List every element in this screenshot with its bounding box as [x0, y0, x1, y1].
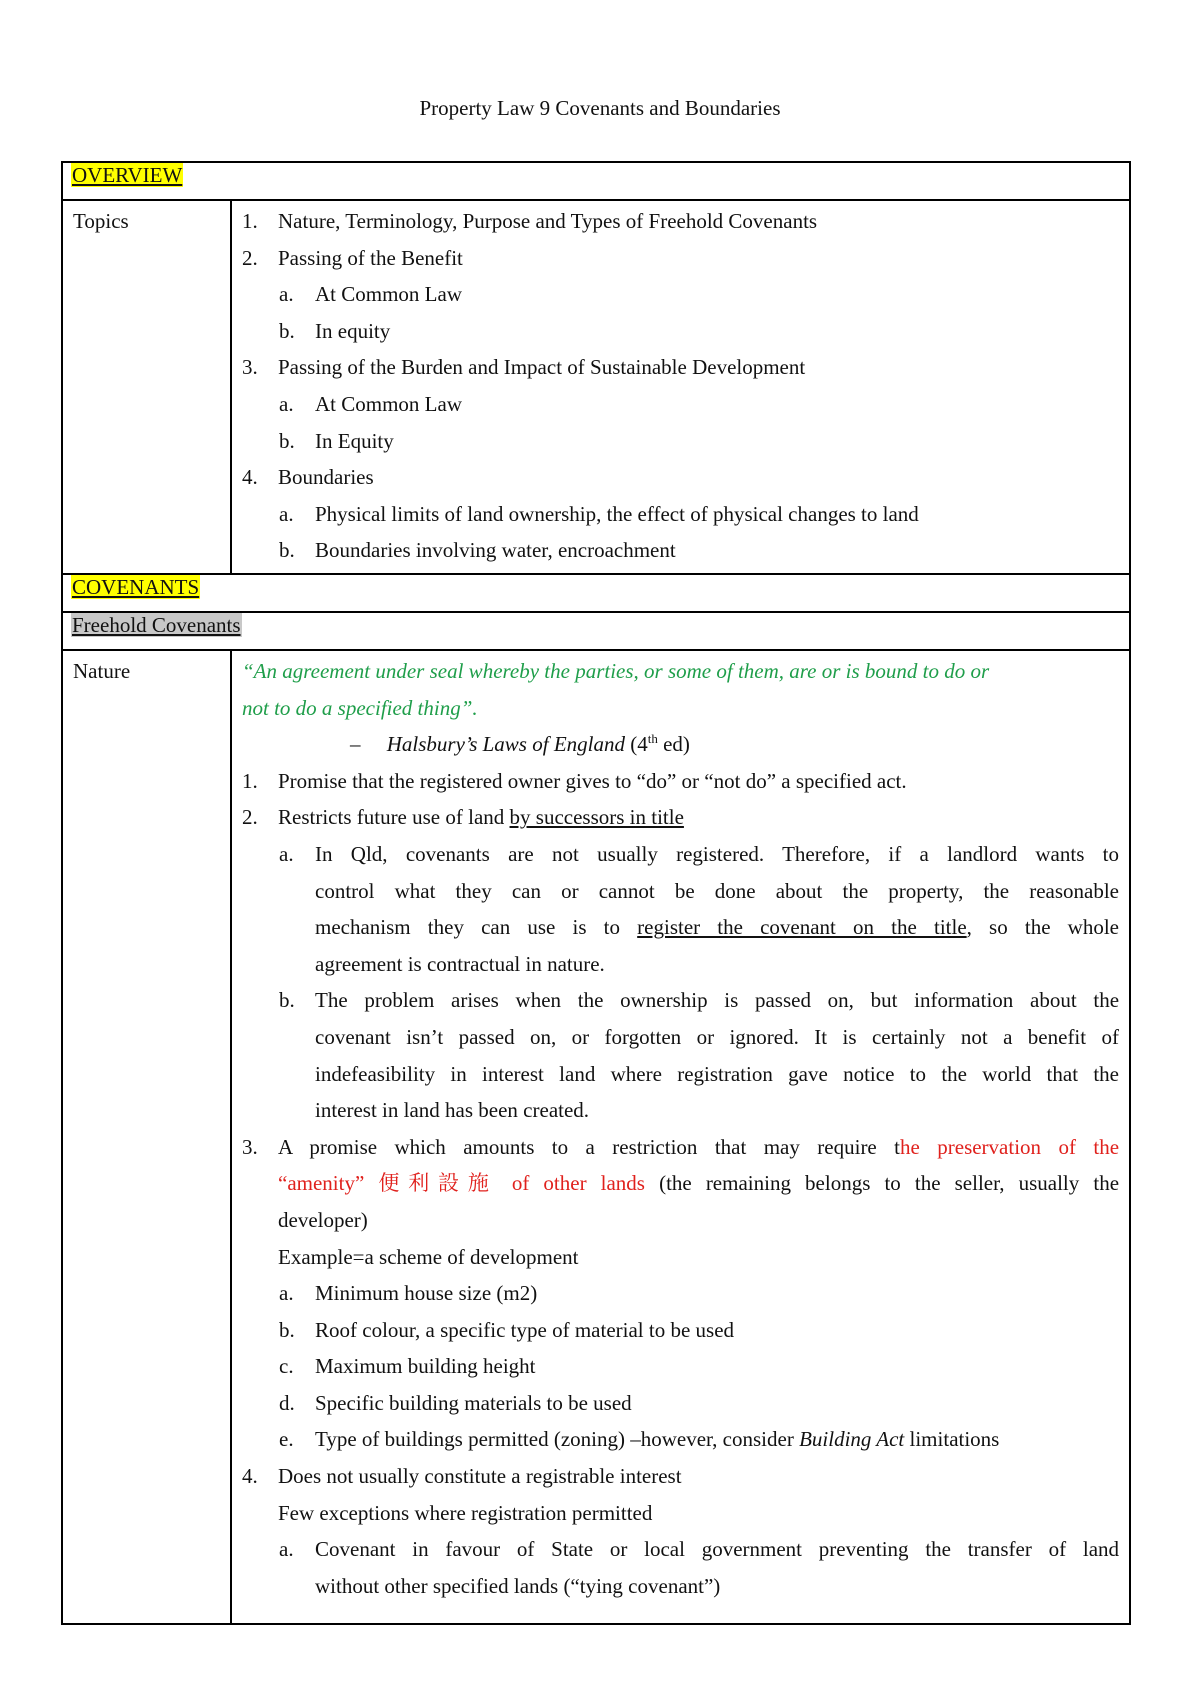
page-title: Property Law 9 Covenants and Boundaries: [419, 96, 781, 120]
list-item: 3. Passing of the Burden and Impact of Sustainable Development: [242, 355, 806, 380]
list-item-cont: without other specified lands (“tying covenant”): [315, 1573, 721, 1598]
list-item: 1. Promise that the registered owner gives to “do” or “not do” a specified act.: [242, 768, 907, 793]
list-item-cont: developer): [278, 1207, 368, 1232]
definition-quote-cont: not to do a specified thing”.: [242, 695, 478, 720]
list-item: a. In Qld, covenants are not usually registered. Therefore, if a landlord wants to: [279, 841, 1120, 866]
list-item: e. Type of buildings permitted (zoning) –however, consider Building Act limitations: [279, 1427, 1000, 1452]
list-item: b. The problem arises when the ownership is passed on, but information about the: [279, 988, 1120, 1013]
list-item-cont: mechanism they can use is to register the covenant on the title, so the whole: [315, 915, 1119, 940]
list-item-cont: control what they can or cannot be done about the property, the reasonable: [315, 878, 1120, 903]
list-item: 2. Restricts future use of land by successors in title: [242, 805, 684, 830]
covenants-heading: COVENANTS: [72, 575, 200, 599]
overview-header-row: [62, 162, 1130, 200]
list-item-cont: indefeasibility in interest land where registration gave notice to the world that the: [315, 1061, 1120, 1086]
list-item-cont: “amenity” 便利設施 of other lands (the remaining belongs to the seller, usually the: [278, 1171, 1120, 1196]
list-item-cont: agreement is contractual in nature.: [315, 951, 605, 976]
list-item: 2. Passing of the Benefit: [242, 245, 463, 270]
definition-quote: “An agreement under seal whereby the parties, or some of them, are or is bound to do or: [242, 659, 990, 683]
list-item-cont: interest in land has been created.: [315, 1098, 590, 1123]
list-item: a. At Common Law: [279, 282, 462, 307]
list-item: c. Maximum building height: [279, 1354, 536, 1379]
list-item: b. In Equity: [279, 428, 394, 453]
notes-table: [61, 161, 1131, 1625]
covenants-header-row: [62, 574, 1130, 612]
overview-heading: OVERVIEW: [72, 163, 183, 187]
citation: – Halsbury’s Laws of England (4th ed): [350, 731, 690, 757]
list-item: b. Boundaries involving water, encroachment: [279, 538, 676, 563]
freehold-subheading: Freehold Covenants: [72, 613, 241, 637]
topics-cell: [231, 200, 1130, 574]
list-item: 4. Does not usually constitute a registrable interest: [242, 1464, 682, 1489]
list-item: b. Roof colour, a specific type of material to be used: [279, 1317, 735, 1342]
list-item-cont: Few exceptions where registration permitted: [278, 1500, 653, 1525]
list-item: 4. Boundaries: [242, 465, 374, 490]
list-item: 3. A promise which amounts to a restriction that may require the preservation of the: [242, 1134, 1120, 1159]
list-item: a. Minimum house size (m2): [279, 1281, 538, 1306]
nature-cell: [231, 650, 1130, 1624]
example-line: Example=a scheme of development: [278, 1244, 579, 1269]
list-item: a. Physical limits of land ownership, the effect of physical changes to land: [279, 501, 919, 526]
list-item: b. In equity: [279, 318, 391, 343]
list-item: 1. Nature, Terminology, Purpose and Types of Freehold Covenants: [242, 209, 818, 233]
freehold-subheader-row: [62, 612, 1130, 650]
nature-label: Nature: [62, 650, 231, 1624]
list-item-cont: covenant isn’t passed on, or forgotten or ignored. It is certainly not a benefit of: [315, 1024, 1120, 1049]
topics-label: Topics: [62, 200, 231, 574]
list-item: a. Covenant in favour of State or local government preventing the transfer of land: [279, 1537, 1120, 1562]
list-item: d. Specific building materials to be used: [279, 1390, 632, 1415]
list-item: a. At Common Law: [279, 391, 462, 416]
